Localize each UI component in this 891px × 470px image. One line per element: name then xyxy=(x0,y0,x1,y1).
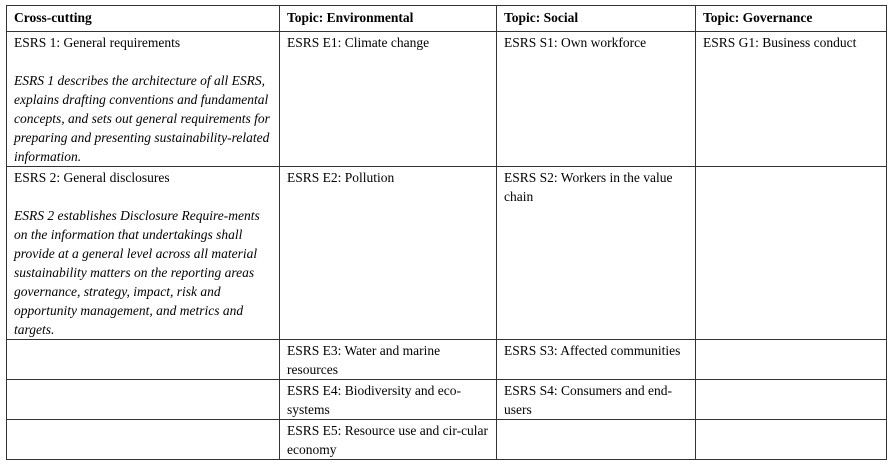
crosscutting-cell xyxy=(7,340,280,380)
social-cell: ESRS S2: Workers in the value chain xyxy=(497,167,696,340)
governance-cell xyxy=(696,167,887,340)
social-cell: ESRS S1: Own workforce xyxy=(497,32,696,167)
esrs-1-description: ESRS 1 describes the architecture of all ESRS, explains drafting conventions and fundamental concepts, and sets out general requirements for preparing and presenting sustainability-related information. xyxy=(14,73,270,164)
crosscutting-cell xyxy=(7,380,280,420)
esrs-standards-table xyxy=(6,5,887,460)
crosscutting-cell xyxy=(7,167,280,340)
social-cell: ESRS S3: Affected communities xyxy=(497,340,696,380)
table-header-row xyxy=(7,6,887,32)
table-row xyxy=(7,167,887,340)
header-environmental: Topic: Environmental xyxy=(280,6,497,32)
governance-cell xyxy=(696,380,887,420)
header-social: Topic: Social xyxy=(497,6,696,32)
table-row xyxy=(7,380,887,420)
esrs-2-title: ESRS 2: General disclosures xyxy=(14,170,170,185)
environmental-cell: ESRS E1: Climate change xyxy=(280,32,497,167)
table-row xyxy=(7,340,887,380)
governance-cell xyxy=(696,340,887,380)
governance-cell xyxy=(696,420,887,460)
environmental-cell: ESRS E5: Resource use and cir-cular economy xyxy=(280,420,497,460)
social-cell: ESRS S4: Consumers and end-users xyxy=(497,380,696,420)
governance-cell: ESRS G1: Business conduct xyxy=(696,32,887,167)
environmental-cell: ESRS E4: Biodiversity and eco-systems xyxy=(280,380,497,420)
environmental-cell: ESRS E3: Water and marine resources xyxy=(280,340,497,380)
header-governance: Topic: Governance xyxy=(696,6,887,32)
esrs-2-description: ESRS 2 establishes Disclosure Require-ments on the information that undertakings shall provide at a general level across all material sustainability matters on the reporting areas governance, strategy, impact, risk and opportunity management, and metrics and targets. xyxy=(14,208,260,337)
social-cell xyxy=(497,420,696,460)
table-row xyxy=(7,32,887,167)
crosscutting-cell xyxy=(7,32,280,167)
header-crosscutting: Cross-cutting xyxy=(7,6,280,32)
table-row xyxy=(7,420,887,460)
esrs-1-title: ESRS 1: General requirements xyxy=(14,35,181,50)
crosscutting-cell xyxy=(7,420,280,460)
environmental-cell: ESRS E2: Pollution xyxy=(280,167,497,340)
